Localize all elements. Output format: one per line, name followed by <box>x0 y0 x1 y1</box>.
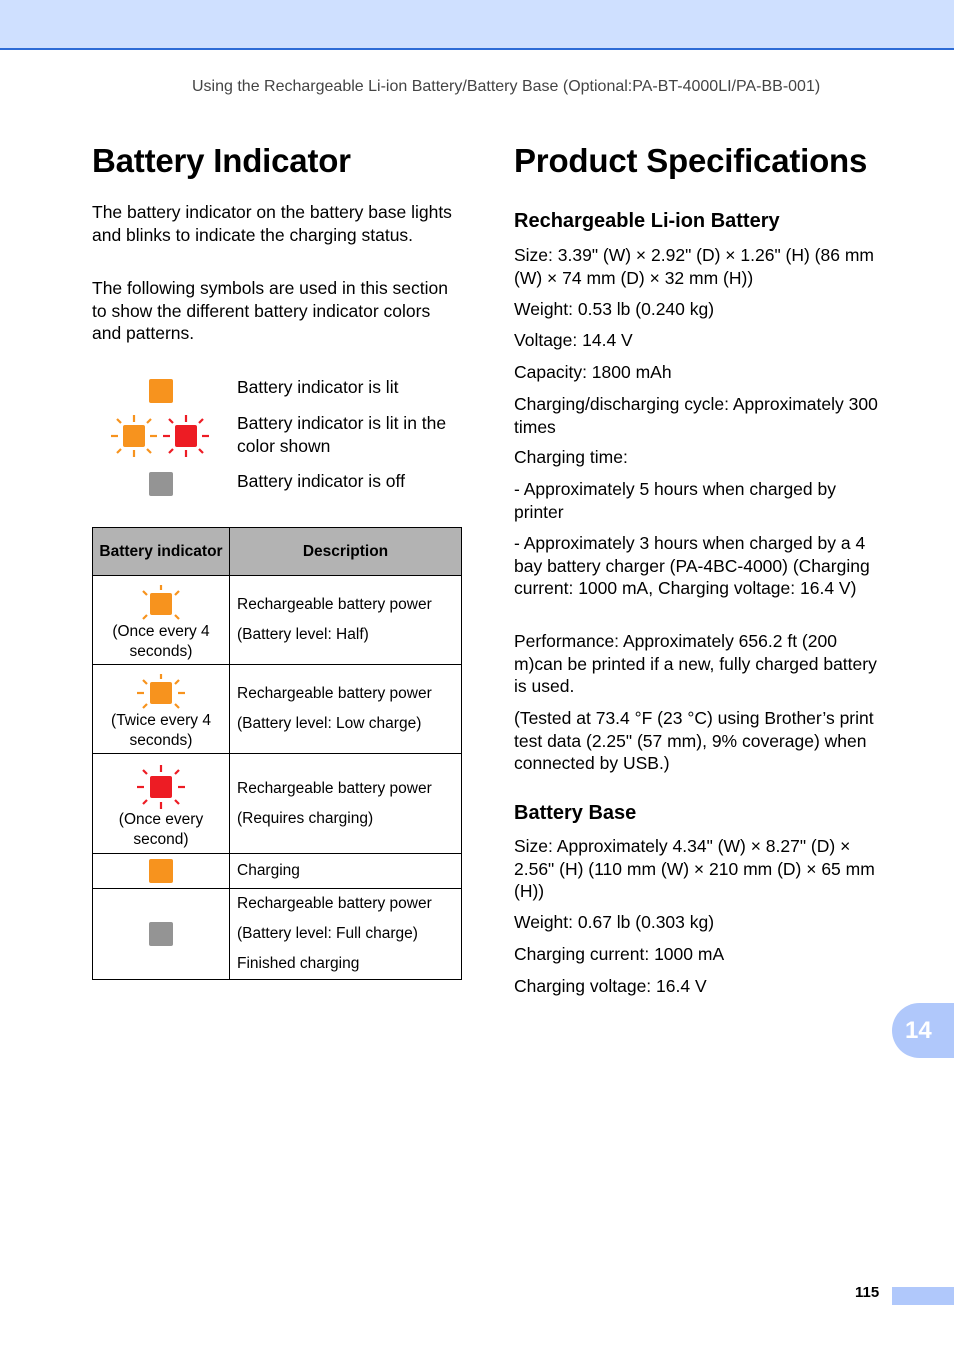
li-ion-battery-subheading: Rechargeable Li-ion Battery <box>514 210 780 232</box>
legend-lit-text: Battery indicator is lit <box>237 377 399 397</box>
table-row <box>93 854 462 889</box>
description-cell <box>230 665 462 754</box>
battery-voltage: Voltage: 14.4 V <box>514 330 633 350</box>
base-charging-voltage: Charging voltage: 16.4 V <box>514 976 707 996</box>
blink-pattern: (Once every 4 seconds) <box>112 623 210 660</box>
charging-time-printer: - Approximately 5 hours when charged by printer <box>514 479 836 522</box>
description-cell <box>230 889 462 980</box>
table-row <box>93 754 462 854</box>
battery-weight: Weight: 0.53 lb (0.240 kg) <box>514 299 715 319</box>
off-indicator-icon <box>149 472 173 496</box>
blink-pattern: (Once every second) <box>118 810 204 848</box>
description-line: (Battery level: Full charge) <box>237 925 418 942</box>
product-specifications-heading: Product Specifications <box>514 142 868 179</box>
orange-lit-icon <box>149 859 173 883</box>
base-size: Size: Approximately 4.34" (W) × 8.27" (D) × 2.56" (H) (110 mm (W) × 210 mm (D) × 65 mm (H)) <box>514 836 875 901</box>
description-line: Rechargeable battery power <box>237 596 432 613</box>
symbols-paragraph: The following symbols are used in this section to show the different battery indicator colors and patterns. <box>92 278 449 343</box>
legend-blinking-text: Battery indicator is lit in the color shown <box>237 413 447 456</box>
table-header-row <box>93 528 462 576</box>
battery-size: Size: 3.39" (W) × 2.92" (D) × 1.26" (H) (86 mm (W) × 74 mm (D) × 32 mm (H)) <box>514 245 874 288</box>
battery-capacity: Capacity: 1800 mAh <box>514 362 672 382</box>
orange-blink-icon <box>136 673 186 711</box>
indicator-cell <box>93 665 230 754</box>
description-line: Rechargeable battery power <box>237 685 432 702</box>
battery-indicator-heading: Battery Indicator <box>92 142 351 179</box>
legend-off-text: Battery indicator is off <box>237 471 405 491</box>
gray-off-icon <box>149 922 173 946</box>
table-row <box>93 576 462 665</box>
battery-indicator-table <box>92 527 462 980</box>
charging-time-charger: - Approximately 3 hours when charged by a 4 bay battery charger (PA-4BC-4000) (Charging current: 1000 mA, Charging voltage: 16.4 V) <box>514 533 870 598</box>
orange-blink-icon <box>139 584 183 622</box>
description-line: Charging <box>237 862 300 879</box>
battery-performance: Performance: Approximately 656.2 ft (200 m)can be printed if a new, fully charged battery is used. <box>514 631 877 696</box>
description-line: (Battery level: Low charge) <box>237 715 422 732</box>
base-charging-current: Charging current: 1000 mA <box>514 944 725 964</box>
table-row <box>93 665 462 754</box>
description-cell <box>230 854 462 889</box>
description-cell <box>230 576 462 665</box>
description-line: (Requires charging) <box>237 809 374 827</box>
blink-pattern: (Twice every 4 seconds) <box>111 712 211 749</box>
page-number-bar <box>892 1287 954 1305</box>
lit-indicator-icon <box>149 379 173 403</box>
indicator-cell <box>93 576 230 665</box>
description-cell <box>230 754 462 854</box>
page-number: 115 <box>855 1284 880 1301</box>
description-line: Finished charging <box>237 955 360 972</box>
battery-cycle: Charging/discharging cycle: Approximately 300 times <box>514 394 878 437</box>
indicator-cell <box>93 889 230 980</box>
intro-paragraph: The battery indicator on the battery base lights and blinks to indicate the charging status. <box>92 202 452 245</box>
running-title: Using the Rechargeable Li-ion Battery/Battery Base (Optional:PA-BT-4000LI/PA-BB-001) <box>192 78 821 95</box>
description-line: Rechargeable battery power <box>237 895 432 912</box>
red-blink-icon <box>136 764 186 810</box>
base-weight: Weight: 0.67 lb (0.303 kg) <box>514 912 715 932</box>
description-line: (Battery level: Half) <box>237 626 369 643</box>
header-band <box>0 0 954 50</box>
battery-base-subheading: Battery Base <box>514 802 637 824</box>
battery-test-conditions: (Tested at 73.4 °F (23 °C) using Brother’s print test data (2.25" (57 mm), 9% coverage) when connected by USB.) <box>514 708 874 773</box>
charging-time-label: Charging time: <box>514 447 628 467</box>
description-line: Rechargeable battery power <box>237 779 432 797</box>
col-header-indicator: Battery indicator <box>93 528 230 576</box>
indicator-cell <box>93 854 230 889</box>
blinking-indicator-icon <box>108 412 212 460</box>
chapter-tab: 14 <box>892 1003 954 1058</box>
table-row <box>93 889 462 980</box>
col-header-description: Description <box>230 528 462 576</box>
indicator-cell <box>93 754 230 854</box>
